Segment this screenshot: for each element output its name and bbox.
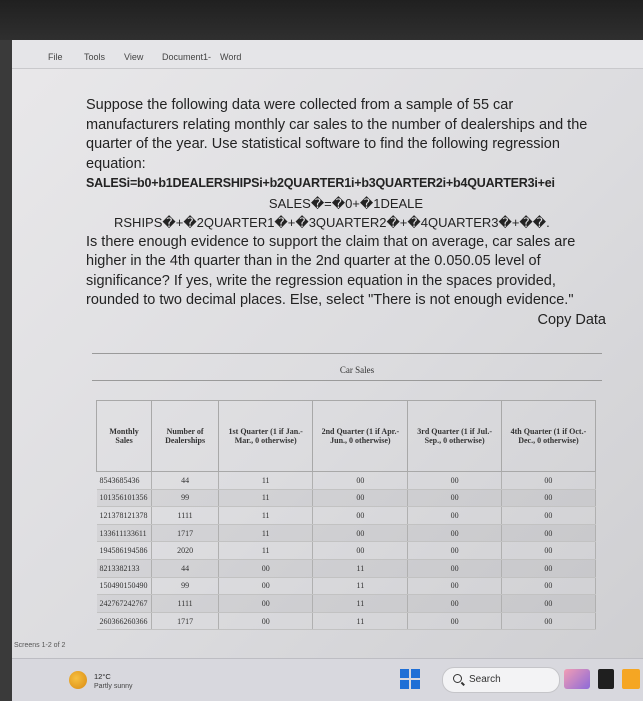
table-cell: 11 <box>219 472 313 490</box>
table-cell: 11 <box>313 577 408 595</box>
table-cell: 00 <box>408 559 501 577</box>
table-cell: 11 <box>219 524 313 542</box>
table-cell: 260366260366 <box>97 612 152 630</box>
regression-equation-estimated-part2: RSHIPS�+�2QUARTER1�+�3QUARTER2�+�4QUARTER3�+��. <box>114 215 550 230</box>
table-row <box>97 489 596 507</box>
copy-data-link[interactable]: Copy Data <box>537 311 606 328</box>
table-row <box>97 595 596 613</box>
table-cell: 00 <box>313 524 408 542</box>
table-cell: 00 <box>313 489 408 507</box>
taskbar-app-icon[interactable] <box>564 669 590 689</box>
table-cell: 101356101356 <box>97 489 152 507</box>
table-row <box>97 472 596 490</box>
table-cell: 00 <box>408 595 501 613</box>
table-cell: 1111 <box>152 595 219 613</box>
weather-condition: Partly sunny <box>94 683 133 690</box>
table-cell: 00 <box>313 507 408 525</box>
table-row <box>97 559 596 577</box>
document-name: Document1 <box>162 52 209 62</box>
table-cell: 1717 <box>152 612 219 630</box>
table-cell: 00 <box>313 472 408 490</box>
table-cell: 00 <box>501 524 595 542</box>
question-block <box>86 96 606 330</box>
monitor-bezel <box>0 0 643 40</box>
menu-tools[interactable]: Tools <box>84 52 106 62</box>
table-cell: 44 <box>152 472 219 490</box>
table-cell: 00 <box>408 612 501 630</box>
table-cell: 133611133611 <box>97 524 152 542</box>
table-cell: 00 <box>408 507 501 525</box>
table-cell: 00 <box>219 577 313 595</box>
column-header: 2nd Quarter (1 if Apr.-Jun., 0 otherwise) <box>313 401 408 472</box>
table-row <box>97 577 596 595</box>
regression-equation-model: SALESi=b0+b1DEALERSHIPSi+b2QUARTER1i+b3QUARTER2i+b4QUARTER3i+ei <box>86 176 555 190</box>
column-header: 4th Quarter (1 if Oct.-Dec., 0 otherwise) <box>501 401 595 472</box>
table-cell: 00 <box>501 472 595 490</box>
table-header-row <box>97 401 596 472</box>
table-cell: 00 <box>501 559 595 577</box>
table-cell: 11 <box>219 542 313 560</box>
table-cell: 00 <box>501 595 595 613</box>
weather-sun-icon[interactable] <box>69 671 87 689</box>
taskbar-search[interactable] <box>442 667 560 693</box>
table-cell: 00 <box>408 489 501 507</box>
taskbar <box>12 658 643 701</box>
menu-file[interactable]: File <box>48 52 63 62</box>
table-cell: 11 <box>313 595 408 613</box>
table-cell: 1717 <box>152 524 219 542</box>
table-cell: 2020 <box>152 542 219 560</box>
table-cell: 00 <box>501 577 595 595</box>
app-name: Word <box>220 52 242 62</box>
table-cell: 194586194586 <box>97 542 152 560</box>
column-header: Monthly Sales <box>97 401 152 472</box>
document-window <box>12 40 643 658</box>
table-body <box>97 472 596 630</box>
table-cell: 00 <box>408 577 501 595</box>
table-row <box>97 507 596 525</box>
table-cell: 00 <box>219 612 313 630</box>
table-cell: 00 <box>501 612 595 630</box>
table-cell: 00 <box>313 542 408 560</box>
question-text: Is there enough evidence to support the claim that on average, car sales are higher in the 4th quarter than in the 2nd quarter at the 0.050.05 level of significance? If yes, write the regression equation in the spaces provided, rounded to two decimal places. Else, select "There is not enough evidence." <box>86 233 576 308</box>
column-header: Number of Dealerships <box>152 401 219 472</box>
search-icon <box>453 674 462 683</box>
menu-bar <box>12 40 643 69</box>
car-sales-table <box>96 400 596 630</box>
weather-temperature: 12°C <box>94 672 111 681</box>
menu-view[interactable]: View <box>124 52 144 62</box>
table-cell: 00 <box>408 524 501 542</box>
table-cell: 00 <box>408 542 501 560</box>
table-cell: 00 <box>219 559 313 577</box>
table-cell: 00 <box>408 472 501 490</box>
regression-equation-estimated-part1: SALES�=�0+�1DEALE <box>268 195 424 211</box>
table-cell: 121378121378 <box>97 507 152 525</box>
table-cell: 8543685436 <box>97 472 152 490</box>
title-separator: - <box>208 52 211 62</box>
table-cell: 00 <box>501 507 595 525</box>
column-header: 3rd Quarter (1 if Jul.-Sep., 0 otherwise) <box>408 401 501 472</box>
table-cell: 00 <box>501 489 595 507</box>
windows-start-icon[interactable] <box>400 669 420 689</box>
table-cell: 11 <box>219 507 313 525</box>
table-cell: 00 <box>219 595 313 613</box>
table-cell: 99 <box>152 577 219 595</box>
taskbar-app-icon[interactable] <box>622 669 640 689</box>
table-cell: 11 <box>313 612 408 630</box>
table-cell: 1111 <box>152 507 219 525</box>
table-row <box>97 612 596 630</box>
divider-top <box>92 353 602 354</box>
table-cell: 99 <box>152 489 219 507</box>
taskbar-app-icon[interactable] <box>598 669 614 689</box>
page-status: Screens 1-2 of 2 <box>14 642 66 649</box>
table-cell: 00 <box>501 542 595 560</box>
table-cell: 11 <box>219 489 313 507</box>
column-header: 1st Quarter (1 if Jan.-Mar., 0 otherwise) <box>219 401 313 472</box>
table-row <box>97 542 596 560</box>
table-row <box>97 524 596 542</box>
table-cell: 150490150490 <box>97 577 152 595</box>
table-cell: 242767242767 <box>97 595 152 613</box>
table-cell: 11 <box>313 559 408 577</box>
question-intro: Suppose the following data were collected from a sample of 55 car manufacturers relating monthly car sales to the number of dealerships and the quarter of the year. Use statistical software to find the following regression equation: <box>86 97 588 172</box>
divider-bottom <box>92 380 602 381</box>
search-label: Search <box>469 674 501 685</box>
table-cell: 8213382133 <box>97 559 152 577</box>
table-title: Car Sales <box>339 365 375 375</box>
table-cell: 44 <box>152 559 219 577</box>
